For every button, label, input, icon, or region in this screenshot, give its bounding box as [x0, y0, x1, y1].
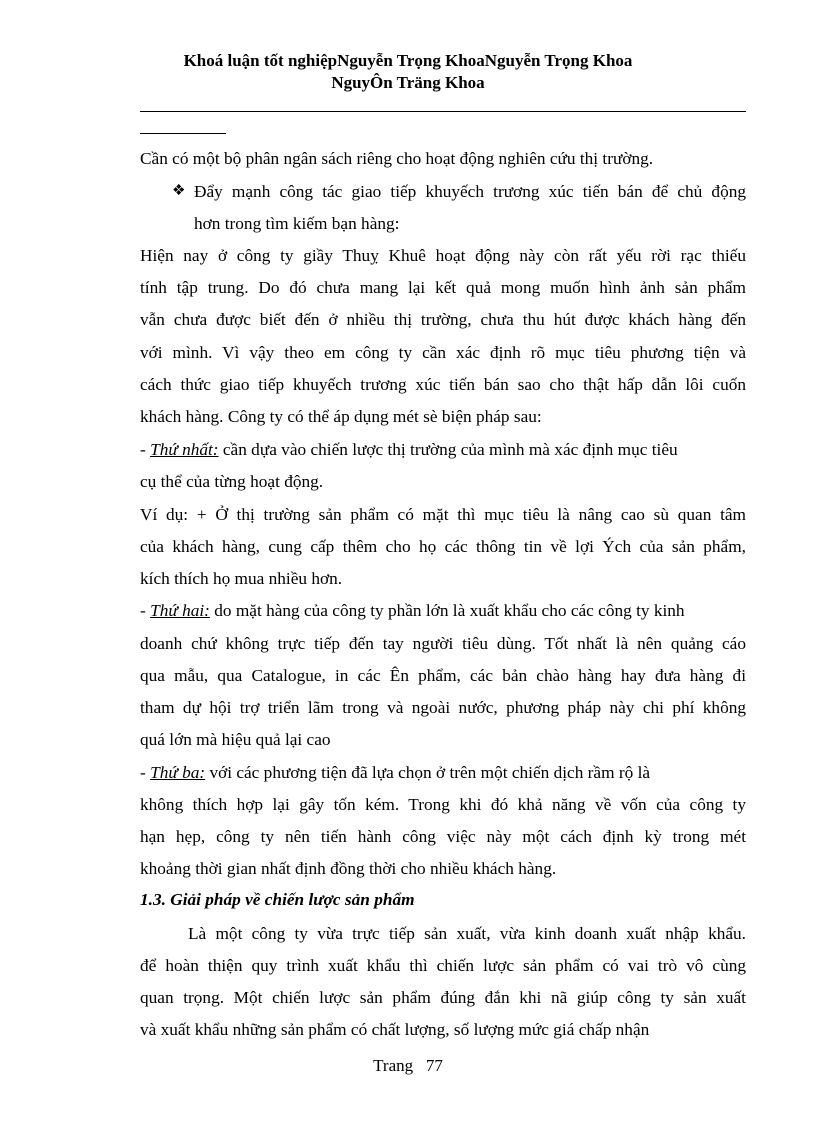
second-point-line [140, 600, 685, 622]
page-number: Trang 77 [373, 1056, 443, 1075]
bullet-line: Đẩy mạnh công tác giao tiếp khuyếch trương xúc tiến bán để chủ động [194, 182, 746, 201]
paragraph-line: kích thích họ mua nhiều hơn. [140, 569, 343, 588]
second-point-text: do mặt hàng của công ty phần lớn là xuất khẩu cho các công ty kinh [209, 601, 685, 620]
paragraph-line: doanh chứ không trực tiếp đến tay người tiêu dùng. Tốt nhất là nên quảng cáo [140, 634, 746, 653]
third-point-label: Thứ ba: [150, 763, 206, 782]
paragraph-line: Ví dụ: + Ở thị trường sản phẩm có mặt thì mục tiêu là nâng cao sù quan tâm [140, 505, 746, 524]
paragraph-line: khách hàng. Công ty có thể áp dụng mét sè biện pháp sau: [140, 407, 542, 426]
third-point-text: với các phương tiện đã lựa chọn ở trên một chiến dịch rầm rộ là [205, 763, 651, 782]
first-point-text: cần dựa vào chiến lược thị trường của mình mà xác định mục tiêu [218, 440, 678, 459]
dash: - [140, 601, 151, 620]
paragraph-line: cách thức giao tiếp khuyếch trương xúc tiến bán sao cho thật hấp dẫn lôi cuốn [140, 375, 746, 394]
paragraph-line: hạn hẹp, công ty nên tiến hành công việc này một cách định kỳ trong mét [140, 827, 746, 846]
paragraph-line: qua mẫu, qua Catalogue, in các Ên phẩm, các bản chào hàng hay đưa hàng đi [140, 666, 746, 685]
header-author: NguyÔn Träng Khoa [331, 73, 485, 92]
dash: - [140, 440, 151, 459]
paragraph-line: quá lớn mà hiệu quả lại cao [140, 730, 331, 749]
paragraph-line: vẫn chưa được biết đến ở nhiều thị trường, chưa thu hút được khách hàng đến [140, 310, 746, 329]
paragraph-line: quan trọng. Một chiến lược sản phẩm đúng đắn khi nã giúp công ty sản xuất [140, 988, 746, 1007]
paragraph-line: và xuất khẩu những sản phẩm có chất lượng, số lượng mức giá chấp nhận [140, 1020, 650, 1039]
section-heading: 1.3. Giải pháp về chiến lược sản phẩm [140, 890, 415, 909]
paragraph-line: cụ thể của từng hoạt động. [140, 472, 324, 491]
paragraph-line: không thích hợp lại gây tốn kém. Trong khi đó khả năng về vốn của công ty [140, 795, 746, 814]
header-rule [140, 111, 746, 112]
first-point-label: Thứ nhất: [150, 440, 219, 459]
third-point-line [140, 762, 650, 784]
paragraph-line: tính tập trung. Do đó chưa mang lại kết quả mong muốn hình ảnh sản phẩm [140, 278, 746, 297]
paragraph-line: Cần có một bộ phân ngân sách riêng cho hoạt động nghiên cứu thị trường. [140, 149, 654, 168]
first-point-line [140, 439, 678, 461]
paragraph-line: để hoàn thiện quy trình xuất khẩu thì chiến lược sản phẩm có vai trò vô cùng [140, 956, 746, 975]
paragraph-line: của khách hàng, cung cấp thêm cho họ các thông tin về lợi Ých của sản phẩm, [140, 537, 746, 556]
paragraph-line: khoảng thời gian nhất định đồng thời cho nhiều khách hàng. [140, 859, 557, 878]
diamond-bullet-icon: ❖ [172, 183, 186, 199]
bullet-line: hơn trong tìm kiếm bạn hàng: [194, 214, 400, 233]
paragraph-line: tham dự hội trợ triển lãm trong và ngoài nước, phương pháp này chi phí không [140, 698, 746, 717]
paragraph-line: Là một công ty vừa trực tiếp sản xuất, vừa kinh doanh xuất nhập khẩu. [188, 924, 746, 943]
second-point-label: Thứ hai: [150, 601, 210, 620]
header-title: Khoá luận tốt nghiệpNguyễn Trọng KhoaNguyễn Trọng Khoa [183, 51, 633, 70]
header-rule-short [140, 133, 226, 134]
paragraph-line: với mình. Vì vậy theo em công ty cần xác định rõ mục tiêu phương tiện và [140, 343, 746, 362]
paragraph-line: Hiện nay ở công ty giầy Thuỵ Khuê hoạt động này còn rất yếu rời rạc thiếu [140, 246, 746, 265]
dash: - [140, 763, 151, 782]
